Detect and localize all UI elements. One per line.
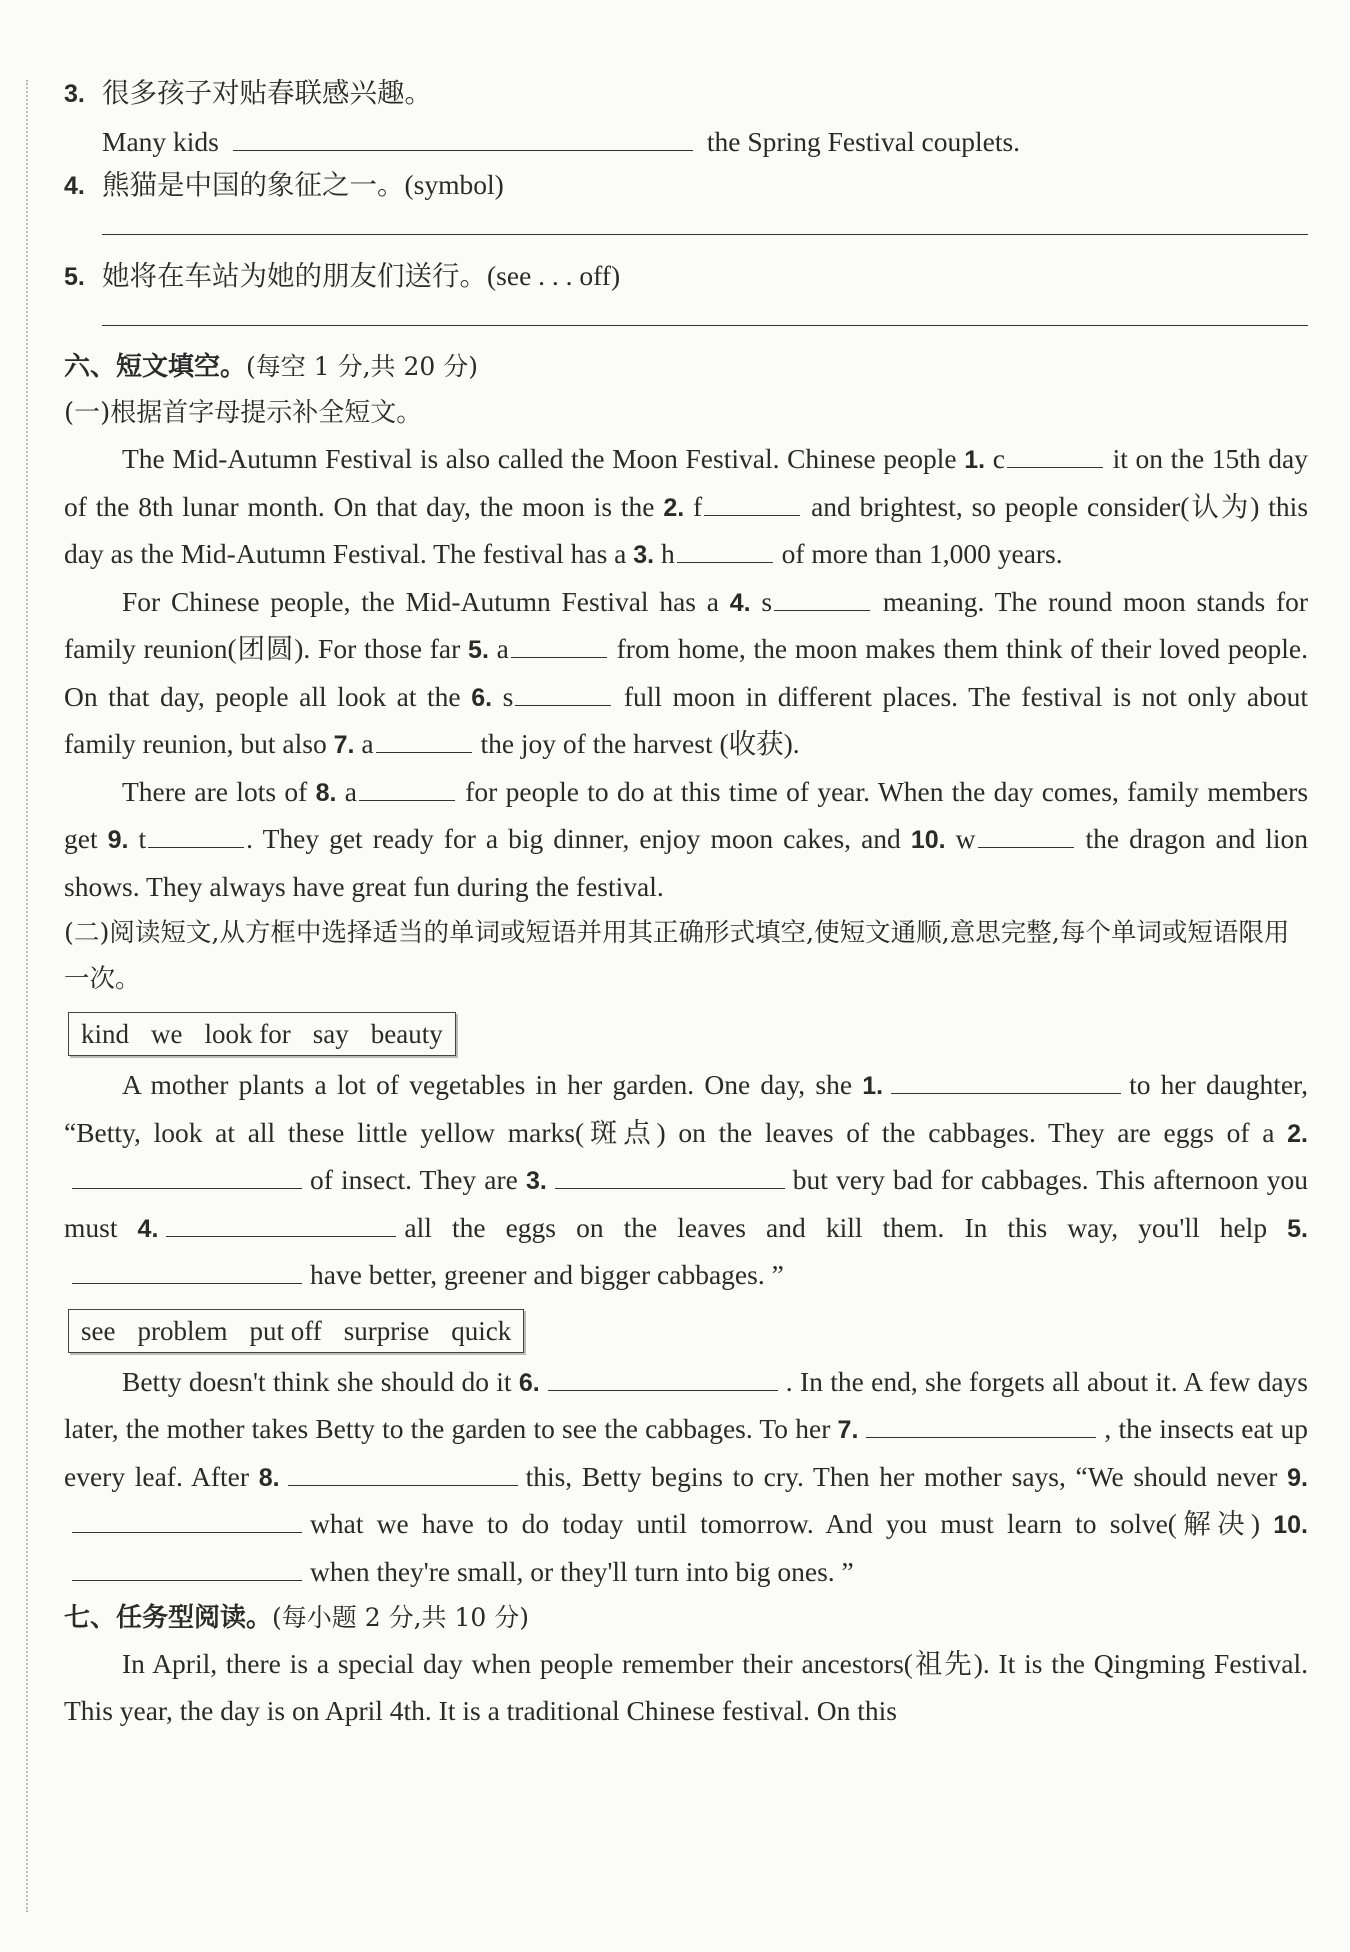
- answer-blank[interactable]: [376, 726, 472, 753]
- question-number: 3.: [64, 80, 85, 108]
- answer-blank[interactable]: [72, 1506, 302, 1533]
- section-6-heading: [64, 344, 1308, 390]
- answer-blank[interactable]: [548, 1364, 778, 1391]
- answer-blank[interactable]: [166, 1210, 396, 1237]
- word-box-1: [68, 1012, 456, 1056]
- passage-1-paragraph-1: The Mid-Autumn Festival is also called the Moon Festival. Chinese people 1. c it on the 15th day of the 8th lunar month. On that day, the moon is the 2. f and brightest, so people consider(认为) this day as the Mid-Autumn Festival. The festival has a 3. h of more than 1,000 years.: [64, 443, 1309, 569]
- passage-1-paragraph-3: There are lots of 8. a for people to do at this time of year. When the day comes, family members get 9. t . They get ready for a big dinner, enjoy moon cakes, and 10. w the dragon and lion shows. They always have great fun during the festival.: [64, 775, 1309, 902]
- answer-blank[interactable]: [677, 536, 773, 563]
- word-option: put off: [249, 1315, 322, 1346]
- answer-blank[interactable]: [359, 774, 455, 801]
- answer-blank[interactable]: [866, 1411, 1096, 1438]
- answer-blank[interactable]: [704, 489, 800, 516]
- question-3: [64, 70, 1308, 116]
- answer-blank[interactable]: [288, 1459, 518, 1486]
- part-2-instructions: (二)阅读短文,从方框中选择适当的单词或短语并用其正确形式填空,使短文通顺,意思完整,每个单词或短语限用一次。: [64, 918, 1290, 994]
- passage-2-paragraph-2: Betty doesn't think she should do it 6. . In the end, she forgets all about it. A few days later, the mother takes Betty to the garden to see the cabbages. To her 7. , the insects eat up every leaf. After 8. this, Betty begins to cry. Then her mother says, “We should never 9.what we have to do today until tomorrow. And you must learn to solve(解决) 10.when they're small, or they'll turn into big ones. ”: [64, 1365, 1309, 1587]
- word-box-2: [68, 1309, 524, 1353]
- passage-1-paragraph-2: For Chinese people, the Mid-Autumn Festival has a 4. s meaning. The round moon stands for family reunion(团圆). For those far 5. a from home, the moon makes them think of their loved people. On that day, people all look at the 6. s full moon in different places. The festival is not only about family reunion, but also 7. a the joy of the harvest (收获).: [64, 585, 1309, 759]
- answer-blank[interactable]: [72, 1554, 302, 1581]
- word-option: we: [151, 1019, 183, 1049]
- section-score-note: (每小题 2 分,共 10 分): [272, 1603, 529, 1632]
- question-chinese: 很多孩子对贴春联感兴趣。: [102, 77, 432, 108]
- word-option: kind: [81, 1019, 130, 1049]
- answer-blank[interactable]: [72, 1257, 302, 1284]
- answer-blank[interactable]: [891, 1067, 1121, 1094]
- answer-blank[interactable]: [1007, 441, 1103, 468]
- question-number: 4.: [64, 172, 85, 200]
- question-3-english: [64, 116, 1308, 162]
- question-4: [64, 162, 1308, 208]
- answer-line[interactable]: [102, 208, 1308, 235]
- answer-blank[interactable]: [978, 821, 1074, 848]
- question-chinese: 她将在车站为她的朋友们送行。(see . . . off): [102, 260, 621, 291]
- sentence-start: Many kids: [102, 126, 219, 157]
- question-number: 5.: [64, 263, 85, 291]
- passage-2-paragraph-1: A mother plants a lot of vegetables in her garden. One day, she 1. to her daughter, “Betty, look at all these little yellow marks(斑点) on the leaves of the cabbages. They are eggs of a 2.of insect. They are 3. but very bad for cabbages. This afternoon you must 4. all the eggs on the leaves and kill them. In this way, you'll help 5.have better, greener and bigger cabbages. ”: [64, 1069, 1309, 1290]
- section-7-paragraph: In April, there is a special day when people remember their ancestors(祖先). It is the Qingming Festival. This year, the day is on April 4th. It is a traditional Chinese festival. On this: [64, 1648, 1308, 1726]
- sentence-end: the Spring Festival couplets.: [706, 126, 1021, 157]
- section-title: 六、短文填空。: [64, 352, 247, 382]
- word-option: quick: [451, 1315, 512, 1346]
- answer-blank[interactable]: [72, 1162, 302, 1189]
- word-option: say: [312, 1019, 349, 1049]
- worksheet-page: [64, 70, 1308, 1734]
- margin-dotted-rule: [26, 80, 28, 1912]
- part-1-title: (一)根据首字母提示补全短文。: [64, 398, 423, 428]
- answer-blank[interactable]: [148, 821, 244, 848]
- answer-blank[interactable]: [774, 584, 870, 611]
- question-5: [64, 253, 1308, 299]
- word-option: problem: [137, 1315, 228, 1346]
- word-option: see: [81, 1315, 116, 1346]
- question-chinese: 熊猫是中国的象征之一。(symbol): [102, 169, 504, 200]
- answer-blank[interactable]: [233, 116, 693, 151]
- word-option: surprise: [343, 1315, 430, 1346]
- section-7-heading: [64, 1595, 1308, 1641]
- answer-blank[interactable]: [555, 1162, 785, 1189]
- answer-blank[interactable]: [511, 631, 607, 658]
- answer-line[interactable]: [102, 299, 1308, 326]
- section-title: 七、任务型阅读。: [64, 1603, 273, 1633]
- word-option: beauty: [370, 1019, 443, 1049]
- word-option: look for: [204, 1019, 291, 1049]
- section-score-note: (每空 1 分,共 20 分): [246, 352, 478, 381]
- answer-blank[interactable]: [515, 679, 611, 706]
